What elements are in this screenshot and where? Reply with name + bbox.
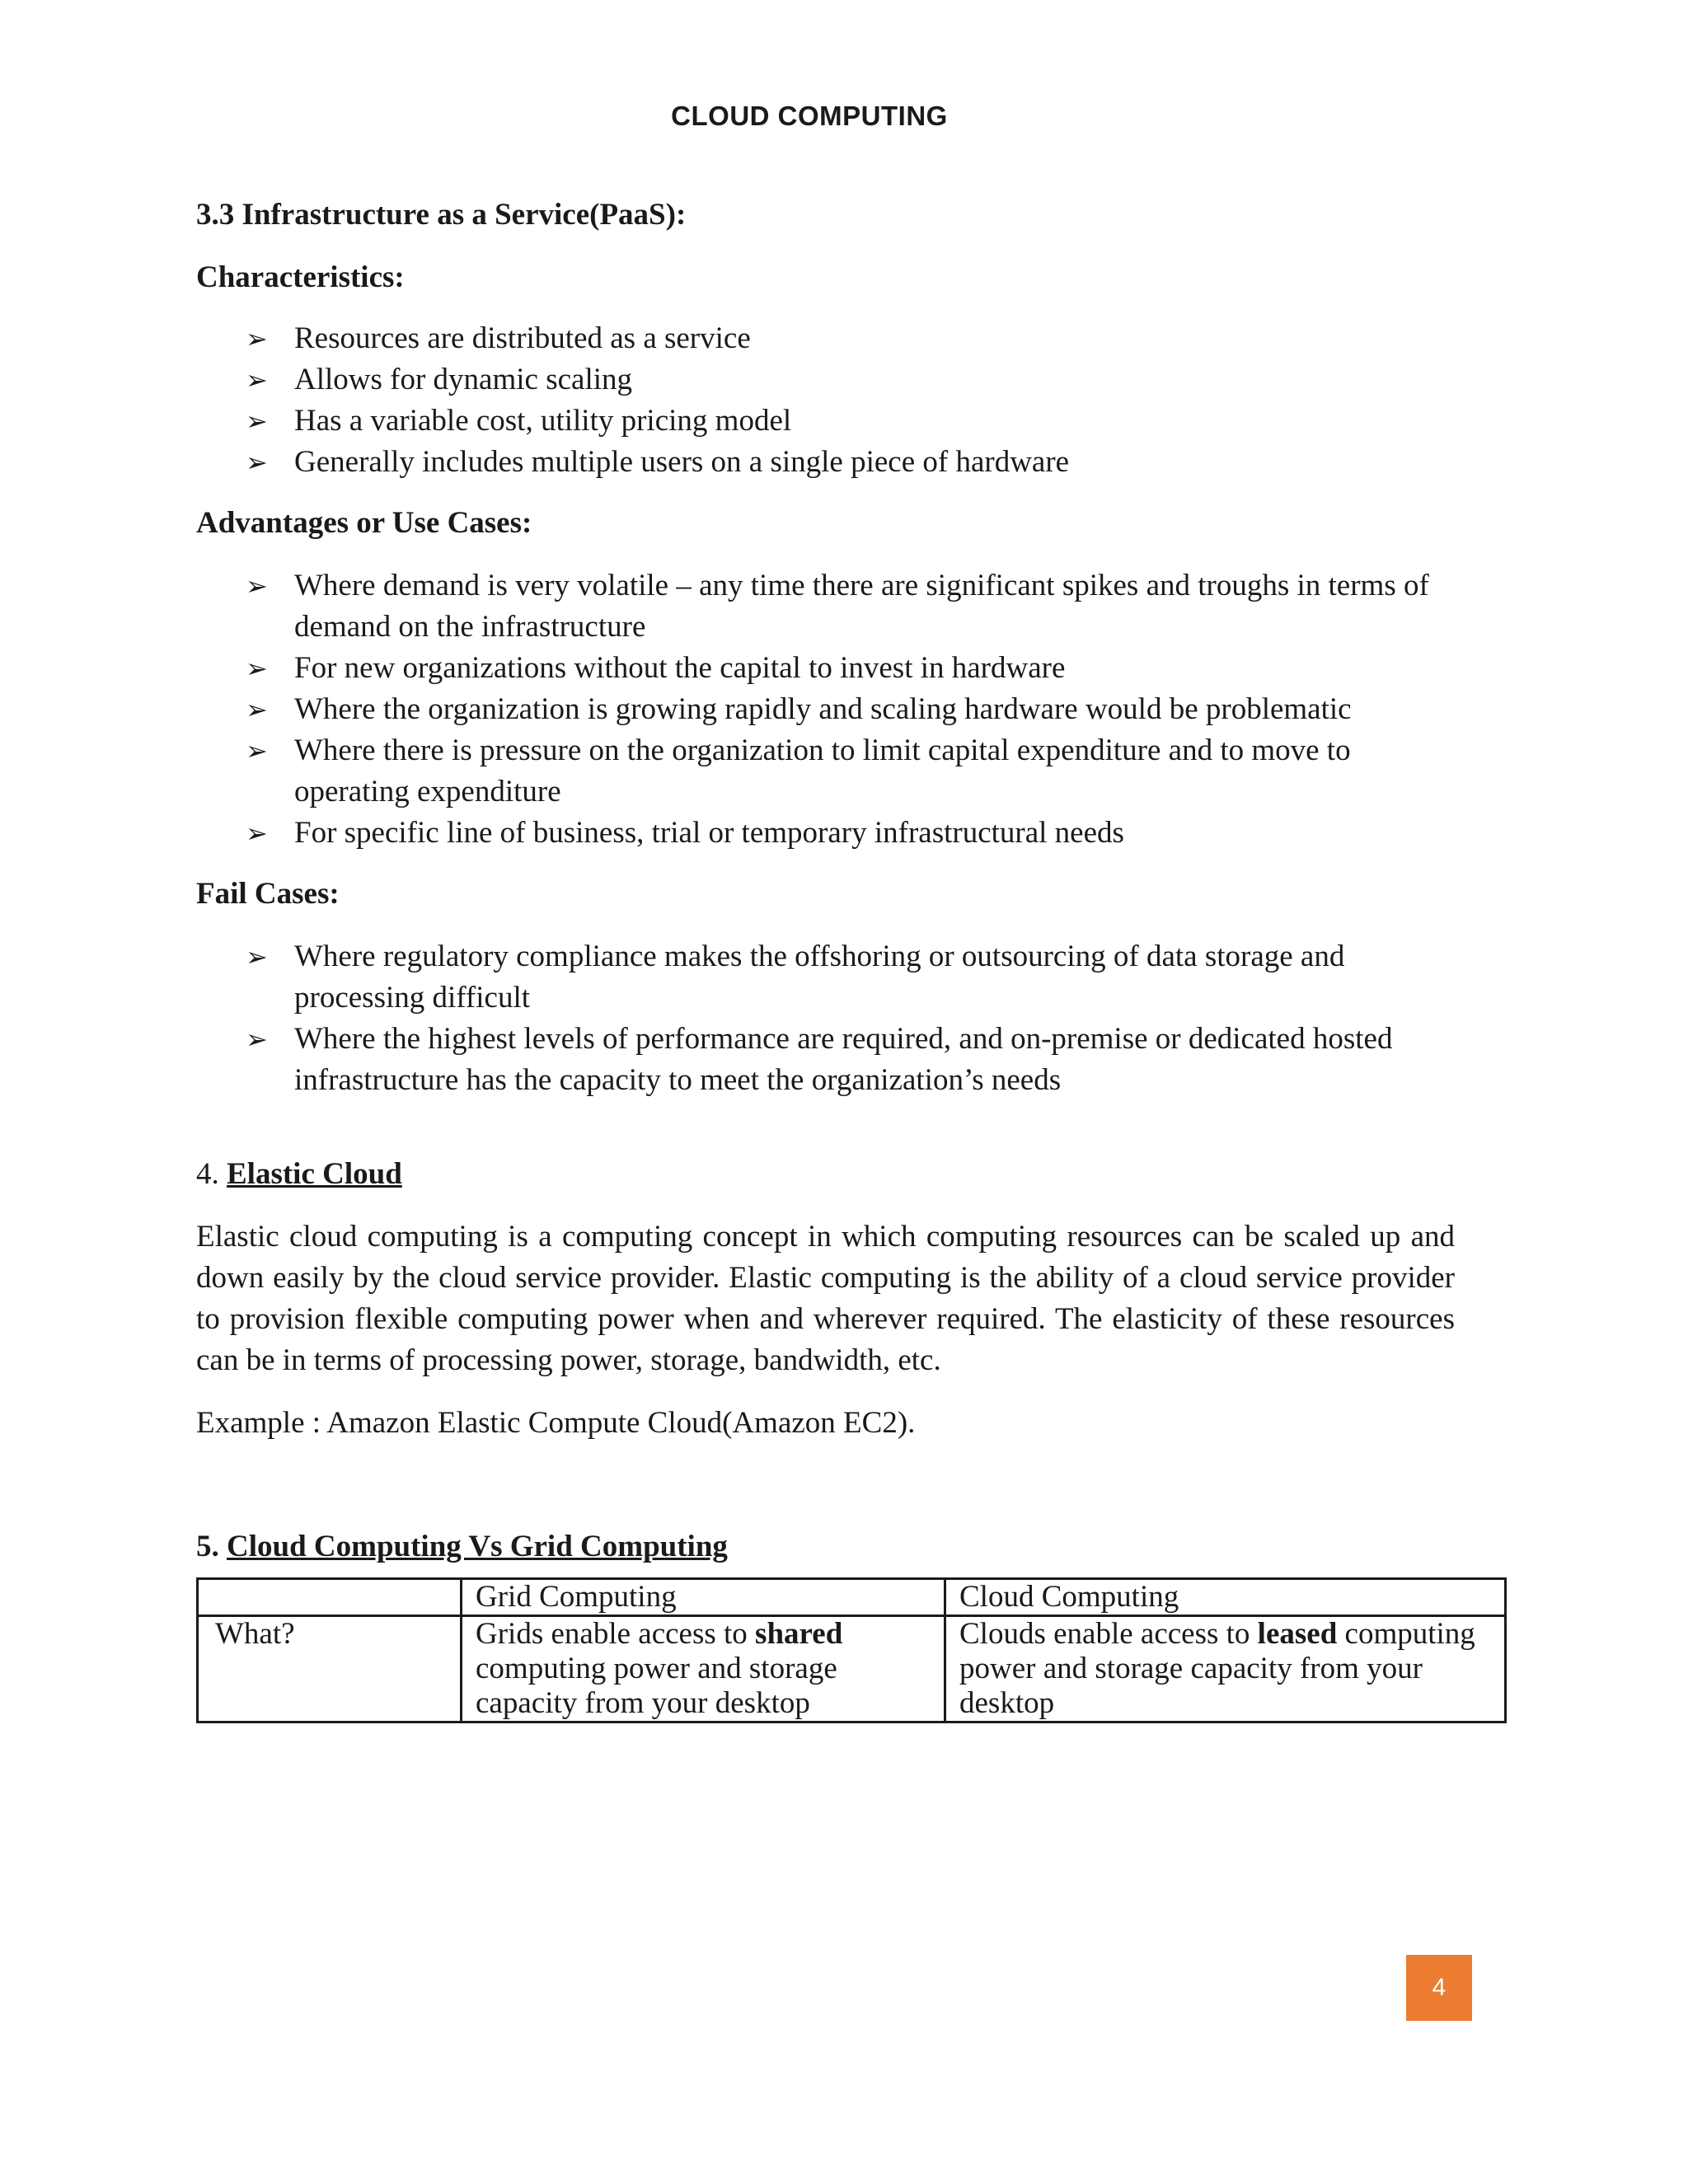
comparison-title: Cloud Computing Vs Grid Computing: [227, 1530, 728, 1563]
arrow-bullet-icon: ➢: [246, 570, 268, 602]
list-item: ➢ Has a variable cost, utility pricing model: [196, 401, 1465, 442]
advantages-label: Advantages or Use Cases:: [196, 506, 532, 540]
comparison-heading: 5. Cloud Computing Vs Grid Computing: [196, 1530, 728, 1563]
list-item: ➢ Generally includes multiple users on a single piece of hardware: [196, 442, 1465, 483]
list-item: ➢ Allows for dynamic scaling: [196, 359, 1465, 401]
elastic-cloud-title: Elastic Cloud: [227, 1157, 402, 1191]
table-header-cell: Cloud Computing: [945, 1579, 1506, 1616]
table-header-cell: [198, 1579, 462, 1616]
elastic-cloud-paragraph: Elastic cloud computing is a computing concept in which computing resources can be scaled up and down easily by the cloud service provider. Elastic computing is the ability of a cloud service provider to provision flexible computing power when and wherever required. The elasticity of these resources can be in terms of processing power, storage, bandwidth, etc.: [196, 1220, 1455, 1377]
table-row: [198, 1616, 1506, 1722]
iaas-heading: 3.3 Infrastructure as a Service(PaaS):: [196, 198, 687, 232]
arrow-bullet-icon: ➢: [246, 447, 268, 478]
arrow-bullet-icon: ➢: [246, 694, 268, 725]
elastic-cloud-example: Example : Amazon Elastic Compute Cloud(Amazon EC2).: [196, 1406, 916, 1440]
characteristics-list: [196, 318, 1507, 483]
running-header: CLOUD COMPUTING: [671, 101, 948, 131]
comparison-table: [196, 1577, 1507, 1723]
list-item: ➢ For specific line of business, trial or temporary infrastructural needs: [196, 813, 1465, 854]
list-item: ➢ Where the organization is growing rapidly and scaling hardware would be problematic: [196, 689, 1465, 730]
table-cell-label: What?: [198, 1616, 462, 1722]
list-item: ➢ Resources are distributed as a service: [196, 318, 1465, 359]
table-header-row: [198, 1579, 1506, 1616]
list-item: ➢ For new organizations without the capital to invest in hardware: [196, 648, 1465, 689]
list-item: ➢ Where there is pressure on the organization to limit capital expenditure and to move to operating expenditure: [196, 730, 1465, 813]
table-cell-cloud: Clouds enable access to leased computing power and storage capacity from your desktop: [945, 1616, 1506, 1722]
characteristics-label: Characteristics:: [196, 260, 405, 294]
table-header-cell: Grid Computing: [462, 1579, 945, 1616]
fail-cases-label: Fail Cases:: [196, 877, 340, 911]
table-cell-grid: Grids enable access to shared computing power and storage capacity from your desktop: [462, 1616, 945, 1722]
list-item: ➢ Where the highest levels of performance are required, and on-premise or dedicated hosted infrastructure has the capacity to meet the organization’s needs: [196, 1019, 1465, 1101]
arrow-bullet-icon: ➢: [246, 323, 268, 354]
arrow-bullet-icon: ➢: [246, 818, 268, 849]
advantages-list: [196, 565, 1507, 854]
page-number-badge: 4: [1406, 1955, 1472, 2021]
page-content: [196, 194, 1507, 1723]
arrow-bullet-icon: ➢: [246, 653, 268, 684]
arrow-bullet-icon: ➢: [246, 364, 268, 396]
arrow-bullet-icon: ➢: [246, 735, 268, 766]
fail-cases-list: [196, 936, 1507, 1101]
list-item: ➢ Where demand is very volatile – any time there are significant spikes and troughs in terms of demand on the infrastructure: [196, 565, 1465, 648]
elastic-cloud-heading: 4. Elastic Cloud: [196, 1157, 402, 1191]
arrow-bullet-icon: ➢: [246, 1024, 268, 1055]
arrow-bullet-icon: ➢: [246, 941, 268, 972]
list-item: ➢ Where regulatory compliance makes the offshoring or outsourcing of data storage and processing difficult: [196, 936, 1465, 1019]
arrow-bullet-icon: ➢: [246, 405, 268, 437]
